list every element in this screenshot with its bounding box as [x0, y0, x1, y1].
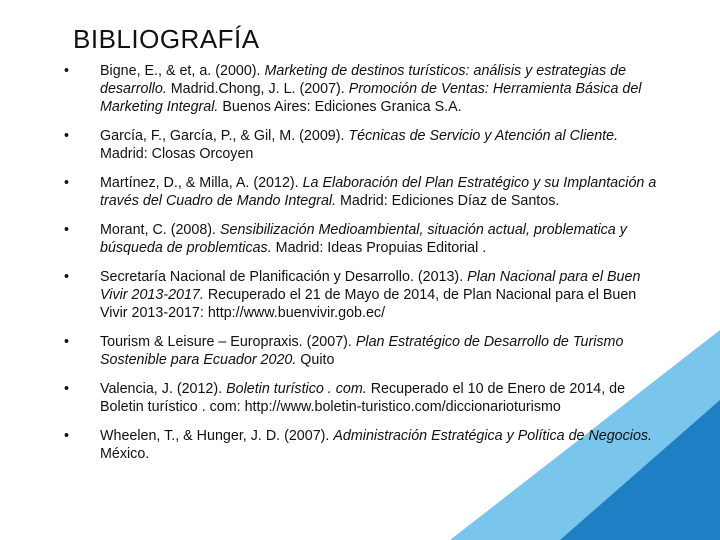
- entry-publisher: Recuperado el 21 de Mayo de 2014, de Plan Nacional para el Buen Vivir 2013-2017: http://www.buenvivir.gob.ec/: [100, 287, 637, 321]
- bullet-icon: •: [64, 128, 70, 144]
- bibliography-entry: [64, 62, 664, 116]
- bibliography-entry: [64, 427, 664, 463]
- bibliography-entry: [64, 268, 664, 322]
- entry-authors: García, F., García, P., & Gil, M. (2009).: [100, 128, 349, 144]
- entry-authors: Martínez, D., & Milla, A. (2012).: [100, 175, 303, 191]
- entry-publisher: Recuperado el 10 de Enero de 2014, de Boletin turístico . com: http://www.boletin-turistico.com/diccionarioturismo: [100, 381, 626, 415]
- entry-authors: Bigne, E., & et, a. (2000).: [100, 63, 265, 79]
- bibliography-entry: [64, 333, 664, 369]
- bullet-icon: •: [64, 269, 70, 285]
- entry-publisher: Madrid: Ediciones Díaz de Santos.: [336, 193, 560, 209]
- bibliography-entry: [64, 380, 664, 416]
- bibliography-entry: [64, 174, 664, 210]
- bullet-icon: •: [64, 381, 70, 397]
- entry-publisher: Madrid: Ideas Propuias Editorial .: [271, 240, 487, 256]
- entry-publisher: Madrid.Chong, J. L. (2007).: [166, 81, 349, 97]
- entry-publisher: México.: [100, 446, 150, 462]
- bibliography-entry: [64, 221, 664, 257]
- entry-title: Plan Nacional para el Buen Vivir 2013-2017.: [100, 269, 641, 303]
- entry-authors: Secretaría Nacional de Planificación y Desarrollo. (2013).: [100, 269, 468, 285]
- bibliography-list: [64, 62, 664, 474]
- entry-title: Marketing de destinos turísticos: análisis y estrategias de desarrollo.: [100, 63, 627, 97]
- entry-publisher: Madrid: Closas Orcoyen: [100, 146, 254, 162]
- entry-authors: Tourism & Leisure – Europraxis. (2007).: [100, 334, 356, 350]
- entry-title: Plan Estratégico de Desarrollo de Turismo Sostenible para Ecuador 2020.: [100, 334, 624, 368]
- entry-publisher-2: Buenos Aires: Ediciones Granica S.A.: [218, 99, 462, 115]
- bullet-icon: •: [64, 175, 70, 191]
- bibliography-entry: [64, 127, 664, 163]
- entry-publisher: Quito: [296, 352, 335, 368]
- entry-title: Técnicas de Servicio y Atención al Cliente.: [348, 128, 619, 144]
- bullet-icon: •: [64, 334, 70, 350]
- entry-title: La Elaboración del Plan Estratégico y su Implantación a través del Cuadro de Mando Integral.: [100, 175, 657, 209]
- bullet-icon: •: [64, 428, 70, 444]
- bullet-icon: •: [64, 63, 70, 79]
- entry-title: Boletin turístico . com.: [226, 381, 367, 397]
- slide-title: BIBLIOGRAFÍA: [73, 24, 260, 54]
- entry-authors: Valencia, J. (2012).: [100, 381, 227, 397]
- entry-authors: Wheelen, T., & Hunger, J. D. (2007).: [100, 428, 334, 444]
- entry-title: Administración Estratégica y Política de Negocios.: [333, 428, 653, 444]
- bullet-icon: •: [64, 222, 70, 238]
- entry-title: Sensibilización Medioambiental, situación actual, problematica y búsqueda de problemticas.: [100, 222, 627, 256]
- entry-title-2: Promoción de Ventas: Herramienta Básica del Marketing Integral.: [100, 81, 642, 115]
- entry-authors: Morant, C. (2008).: [100, 222, 220, 238]
